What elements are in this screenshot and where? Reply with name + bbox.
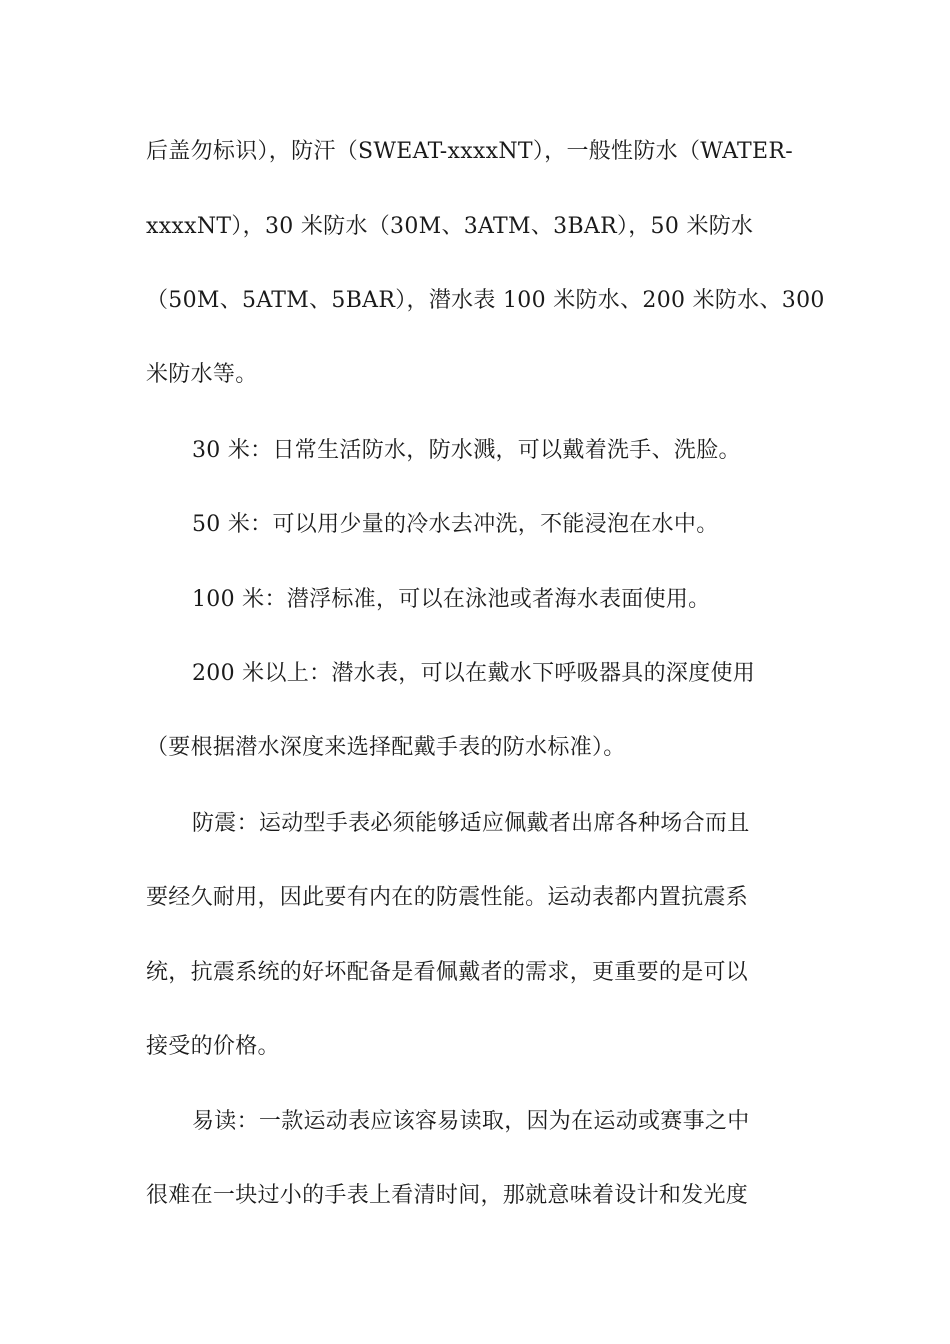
text-line: 30 米：日常生活防水，防水溅，可以戴着洗手、洗脸。: [192, 438, 741, 463]
text-line: （50M、5ATM、5BAR），潜水表 100 米防水、200 米防水、300: [146, 288, 825, 313]
text-line: 100 米：潜浮标准，可以在泳池或者海水表面使用。: [192, 587, 711, 612]
text-line: 防震：运动型手表必须能够适应佩戴者出席各种场合而且: [192, 811, 750, 836]
text-line: 易读：一款运动表应该容易读取，因为在运动或赛事之中: [192, 1109, 750, 1134]
text-line: 接受的价格。: [146, 1034, 280, 1059]
text-line: 很难在一块过小的手表上看清时间，那就意味着设计和发光度: [146, 1183, 749, 1208]
text-line: （要根据潜水深度来选择配戴手表的防水标准）。: [146, 735, 626, 760]
text-line: 50 米：可以用少量的冷水去冲洗，不能浸泡在水中。: [192, 512, 719, 537]
text-line: 200 米以上：潜水表，可以在戴水下呼吸器具的深度使用: [192, 661, 756, 686]
text-line: 统，抗震系统的好坏配备是看佩戴者的需求，更重要的是可以: [146, 960, 749, 985]
text-line: 后盖勿标识），防汗（SWEAT-xxxxNT），一般性防水（WATER-: [146, 139, 793, 164]
text-line: 要经久耐用，因此要有内在的防震性能。运动表都内置抗震系: [146, 885, 749, 910]
text-line: 米防水等。: [146, 362, 258, 387]
text-line: xxxxNT），30 米防水（30M、3ATM、3BAR），50 米防水: [146, 214, 754, 239]
